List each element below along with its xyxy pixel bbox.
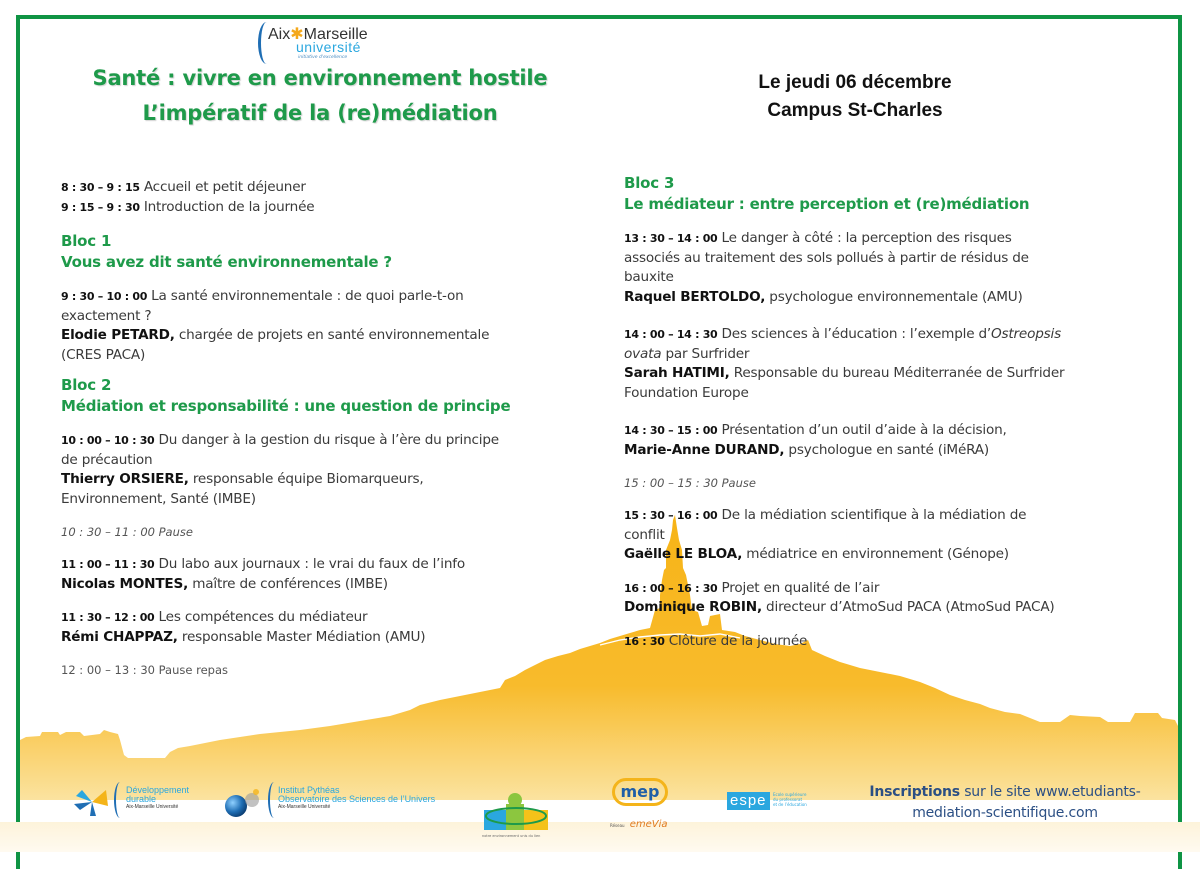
time-range: 8 : 30 – 9 : 15 [61, 181, 140, 194]
puzzle-logo [482, 790, 552, 842]
logo-text: Aix-Marseille Université [126, 804, 179, 810]
talk-title: Le danger à côté : la perception des risques [717, 230, 1012, 246]
logo-text: durable [126, 794, 157, 804]
registration-text: sur le site www.etudiants- [959, 784, 1141, 800]
aix-marseille-universite-logo [258, 22, 378, 66]
talk-title: Des sciences à l’éducation : l’exemple d’ [717, 326, 992, 342]
talk-title-cont: de précaution [61, 451, 153, 468]
speaker-name: Dominique ROBIN, [624, 599, 762, 615]
time-range: 15 : 30 – 16 : 00 [624, 509, 718, 522]
program-left-column [61, 178, 581, 679]
logo-name-aix: Aix [268, 26, 291, 43]
time-range: 9 : 15 – 9 : 30 [61, 200, 140, 214]
speaker-role: médiatrice en environnement (Génope) [742, 546, 1009, 562]
developpement-durable-logo [72, 780, 202, 824]
talk-title-cont: par Surfrider [661, 345, 750, 362]
speaker-name: Gaëlle LE BLOA, [624, 546, 743, 562]
talk [624, 421, 1144, 460]
species-name: Ostreopsis [991, 326, 1061, 342]
session-title: Accueil et petit déjeuner [139, 179, 306, 195]
speaker-name: Elodie PETARD, [61, 327, 175, 343]
speaker-name: Thierry ORSIERE, [61, 471, 189, 487]
talk-title: Présentation d’un outil d’aide à la décision, [717, 422, 1007, 438]
talk [61, 431, 581, 509]
puzzle-icon [482, 790, 552, 834]
pause-item: 10 : 30 – 11 : 00 Pause [61, 525, 193, 539]
logo-caption: notre environnement unis du lien [482, 834, 541, 838]
emevia-wordmark: emeVia [629, 819, 668, 830]
time-range: 11 : 30 – 12 : 00 [61, 611, 155, 624]
talk-title-cont: conflit [624, 526, 665, 543]
registration-info [830, 782, 1180, 824]
talk-title: Du danger à la gestion du risque à l’ère du principe [154, 432, 499, 448]
logo-text: Observatoire des Sciences de l’Univers [278, 794, 436, 804]
speaker-role: responsable Master Médiation (AMU) [177, 628, 426, 645]
time-range: 11 : 00 – 11 : 30 [61, 558, 155, 571]
registration-label: Inscriptions [869, 784, 960, 800]
talk [61, 555, 581, 594]
time-range: 16 : 00 – 16 : 30 [624, 581, 718, 595]
speaker-name: Marie-Anne DURAND, [624, 441, 785, 458]
event-location: Campus St-Charles [767, 100, 943, 121]
talk [61, 287, 581, 365]
time-range: 9 : 30 – 10 : 00 [61, 290, 148, 303]
speaker-role: psychologue en santé (iMéRA) [784, 441, 990, 458]
mep-wordmark: mep [612, 778, 668, 806]
talk [624, 506, 1144, 565]
bloc-theme: Médiation et responsabilité : une question de principe [61, 397, 511, 415]
speaker-role-cont: (CRES PACA) [61, 346, 146, 363]
time-range: 16 : 30 [624, 634, 665, 648]
logo-text: Institut Pythéas [278, 785, 340, 795]
logo-parenthesis-icon [114, 782, 126, 818]
star-icon: ✱ [290, 26, 304, 43]
speaker-role: maître de conférences (IMBE) [188, 575, 388, 592]
event-date: Le jeudi 06 décembre [758, 72, 952, 93]
speaker-name: Sarah HATIMI, [624, 365, 730, 381]
talk-title: Projet en qualité de l’air [717, 579, 880, 596]
bloc-label: Bloc 1 [61, 232, 112, 250]
talk [624, 229, 1144, 307]
logo-text: Ecole supérieure [773, 792, 807, 797]
speaker-name: Nicolas MONTES, [61, 575, 189, 592]
logo-text: Aix-Marseille Université [278, 804, 331, 810]
talk [61, 608, 581, 647]
logo-text: du professorat [773, 797, 803, 802]
event-title: Santé : vivre en environnement hostile [92, 66, 548, 90]
logo-text: et de l’éducation [773, 802, 807, 807]
bloc-label: Bloc 3 [624, 174, 675, 192]
talk-title: La santé environnementale : de quoi parle-t-on [147, 288, 464, 304]
pinwheel-icon [72, 786, 112, 818]
schedule-item [61, 198, 581, 218]
time-range: 10 : 00 – 10 : 30 [61, 434, 155, 447]
speaker-role: responsable équipe Biomarqueurs, [188, 471, 424, 487]
pause-item: 15 : 00 – 15 : 30 Pause [624, 476, 756, 490]
mep-emevia-logo [610, 778, 672, 834]
speaker-role: psychologue environnementale (AMU) [765, 288, 1023, 305]
closing-title: Clôture de la journée [664, 632, 808, 649]
institut-pytheas-logo [222, 780, 452, 824]
speaker-role-cont: Environnement, Santé (IMBE) [61, 490, 256, 507]
talk-title: De la médiation scientifique à la médiation de [717, 507, 1027, 523]
species-name-cont: ovata [624, 345, 662, 362]
globe-icon [222, 784, 264, 820]
talk-title-cont: associés au traitement des sols pollués à partir de résidus de [624, 249, 1029, 266]
session-title: Introduction de la journée [139, 198, 315, 215]
closing-item [624, 632, 1144, 652]
speaker-role: directeur d’AtmoSud PACA (AtmoSud PACA) [761, 599, 1055, 615]
logo-name-marseille: Marseille [303, 26, 368, 43]
time-range: 14 : 30 – 15 : 00 [624, 424, 718, 437]
program-right-column [624, 173, 1144, 651]
registration-url[interactable]: mediation-scientifique.com [912, 805, 1098, 821]
time-range: 14 : 00 – 14 : 30 [624, 328, 718, 341]
talk-title-cont: bauxite [624, 269, 674, 285]
logo-universite: université [296, 39, 361, 55]
speaker-role: chargée de projets en santé environnementale [174, 327, 490, 343]
time-range: 13 : 30 – 14 : 00 [624, 232, 718, 245]
talk-title: Les compétences du médiateur [154, 609, 368, 625]
speaker-name: Raquel BERTOLDO, [624, 288, 766, 305]
espe-logo [727, 792, 817, 812]
logo-tagline: initiative d'excellence [298, 55, 348, 60]
talk-title: Du labo aux journaux : le vrai du faux de l’info [154, 556, 465, 572]
speaker-role-cont: Foundation Europe [624, 384, 749, 401]
lunch-break: 12 : 00 – 13 : 30 Pause repas [61, 663, 228, 677]
bloc-theme: Vous avez dit santé environnementale ? [61, 253, 392, 271]
speaker-name: Rémi CHAPPAZ, [61, 628, 178, 645]
logo-text: Réseau [610, 823, 625, 828]
logo-text: Développement [126, 785, 190, 795]
bloc-theme: Le médiateur : entre perception et (re)médiation [624, 195, 1030, 213]
bloc-label: Bloc 2 [61, 376, 112, 394]
schedule-item [61, 178, 581, 198]
talk [624, 579, 1144, 618]
event-subtitle: L’impératif de la (re)médiation [142, 101, 498, 125]
talk-title-cont: exactement ? [61, 307, 152, 324]
speaker-role: Responsable du bureau Méditerranée de Surfrider [729, 365, 1065, 381]
talk [624, 325, 1144, 403]
espe-wordmark: espe [727, 792, 770, 810]
